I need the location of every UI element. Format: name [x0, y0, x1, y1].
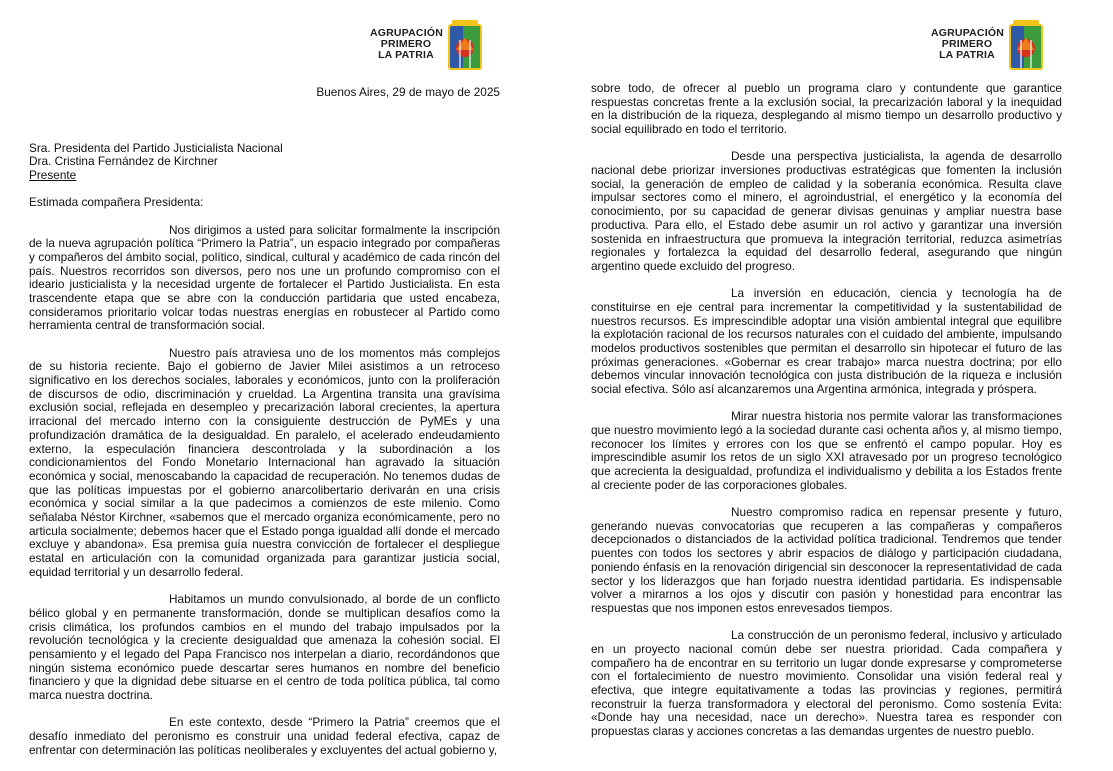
paragraph-4-continued: sobre todo, de ofrecer al pueblo un programa claro y contundente que garantice respuestas concretas frente a la exclusión social, la precarización laboral y la inequidad en la distribución de la riqueza, desplegando al mismo tiempo un desarrollo productivo y social equilibrado en todo el territorio. — [591, 81, 1062, 137]
logo-line-3: LA PATRIA — [939, 49, 995, 61]
paragraph-7: Mirar nuestra historia nos permite valorar las transformaciones que nuestro movimiento legó a la sociedad durante casi ochenta años y, al mismo tiempo, reconocer los límites y errores con los que se enfrentó el campo popular. Hoy es imprescindible asumir los retos de un siglo XXI atravesado por un progreso tecnológico que acrecienta la desigualdad, profundiza el individualismo y debilita a los Estados frente al creciente poder de las corporaciones globales. — [591, 409, 1062, 492]
letter-body-left — [29, 86, 500, 771]
party-logo — [931, 20, 1061, 74]
logo-line-2: PRIMERO — [941, 38, 993, 50]
logo-line-1: AGRUPACIÓN — [931, 27, 1004, 39]
recipient-presente: Presente — [29, 168, 77, 183]
logo-line-1: AGRUPACIÓN — [370, 27, 443, 39]
letter-page-1 — [0, 0, 556, 765]
shield-emblem-icon — [446, 20, 486, 74]
paragraph-1: Nos dirigimos a usted para solicitar formalmente la inscripción de la nueva agrupación política “Primero la Patria”, un espacio integrado por compañeras y compañeros del ámbito social, político, sindical, cultural y académico de cada rincón del país. Nuestros recorridos son diversos, pero nos une un profundo compromiso con el ideario justicialista y la necesidad urgente de fortalecer el Partido Justicialista. En esta trascendente etapa que se abre con la conducción partidaria que usted encabeza, consideramos prioritario volcar todas nuestras energías en robustecer al Partido como herramienta central de transformación social. — [29, 222, 500, 333]
paragraph-9: La construcción de un peronismo federal, inclusivo y articulado en un proyecto nacional común debe ser nuestra prioridad. Cada compañera y compañero ha de encontrar en su territorio un lugar donde expresarse y comprometerse con el fortalecimiento de nuestro movimiento. Consolidar una visión federal real y efectiva, que integre equitativamente a todas las provincias y regiones, permitirá reconstruir la fuerza transformadora y electoral del peronismo. Como sostenía Evita: «Donde hay una necesidad, nace un derecho». Nuestra tarea es responder con propuestas claras y acciones concretas a las demandas urgentes de nuestro pueblo. — [591, 628, 1062, 739]
paragraph-8: Nuestro compromiso radica en repensar presente y futuro, generando nuevas convocatorias que recuperen a las compañeras y compañeros decepcionados o distanciados de la actividad política tradicional. Tendremos que tender puentes con todos los sectores y abrir espacios de diálogo y participación ciudadana, poniendo énfasis en la renovación dirigencial sin desconocer la representatividad de cada sector y los liderazgos que han forjado nuestra identidad partidaria. Es indispensable volver a mirarnos a los ojos y discutir con pasión y honestidad para encontrar las respuestas que nos imponen estos enrevesados tiempos. — [591, 504, 1062, 615]
party-logo — [370, 20, 500, 74]
paragraph-3: Habitamos un mundo convulsionado, al borde de un conflicto bélico global y en permanente transformación, donde se multiplican desafíos como la crisis climática, los profundos cambios en el mundo del trabajo impulsados por la revolución tecnológica y la creciente desigualdad que amenaza la cohesión social. El pensamiento y el legado del Papa Francisco nos interpelan a diario, recordándonos que ningún sistema económico puede descartar seres humanos en nombre del beneficio financiero y que la dignidad debe situarse en el centro de toda política pública, tal como marca nuestra doctrina. — [29, 592, 500, 703]
shield-emblem-icon — [1007, 20, 1047, 74]
logo-wordmark — [370, 28, 442, 61]
logo-line-2: PRIMERO — [380, 38, 432, 50]
recipient-block — [29, 142, 500, 183]
paragraph-6: La inversión en educación, ciencia y tecnología ha de constituirse en eje central para incrementar la competitividad y la sustentabilidad de nuestros recursos. Es imprescindible adoptar una visión ambiental integral que equilibre la explotación racional de los recursos naturales con el cuidado del ambiente, impulsando modelos productivos sostenibles que permitan el desarrollo sin hipotecar el futuro de las próximas generaciones. «Gobernar es crear trabajo» marca nuestra doctrina; por ello debemos vincular innovación tecnológica con justa distribución de la riqueza e inclusión social efectiva. Sólo así alcanzaremos una Argentina armónica, integrada y próspera. — [591, 286, 1062, 397]
letter-date: Buenos Aires, 29 de mayo de 2025 — [316, 85, 500, 99]
recipient-name: Dra. Cristina Fernández de Kirchner — [29, 154, 218, 169]
letter-page-2 — [557, 0, 1113, 765]
recipient-title: Sra. Presidenta del Partido Justicialista Nacional — [29, 140, 283, 155]
logo-line-3: LA PATRIA — [378, 49, 434, 61]
paragraph-2: Nuestro país atraviesa uno de los momentos más complejos de su historia reciente. Bajo el gobierno de Javier Milei asistimos a un retroceso significativo en los derechos sociales, laborales y económicos, junto con la proliferación de discursos de odio, discriminación y crueldad. La Argentina transita una gravísima exclusión social, reflejada en desempleo y precarización laboral crecientes, la apertura irracional del mercado interno con la consiguiente destrucción de PyMEs y una profundización dramática de la desigualdad. En paralelo, el acelerado endeudamiento externo, la especulación financiera descontrolada y la subordinación a los condicionamientos del Fondo Monetario Internacional han agravado la situación económica y social, menoscabando la capacidad de recuperación. No tenemos dudas de que las políticas impuestas por el gobierno anarcolibertario derivarán en una crisis económica y social similar a la que padecimos a comienzos de este milenio. Como señalaba Néstor Kirchner, «sabemos que el mercado organiza económicamente, pero no articula socialmente; debemos hacer que el Estado ponga igualdad allí donde el mercado excluye y abandona». Esa premisa guía nuestra convicción de fortalecer el despliegue estatal en articulación con la comunidad organizada para garantizar justicia social, equidad territorial y un desarrollo federal. — [29, 345, 500, 579]
greeting: Estimada compañera Presidenta: — [29, 194, 204, 209]
paragraph-4: En este contexto, desde “Primero la Patria” creemos que el desafío inmediato del peronismo es construir una unidad federal efectiva, capaz de enfrentar con determinación las políticas neoliberales y excluyentes del actual gobierno y, — [29, 715, 500, 757]
logo-wordmark — [931, 28, 1003, 61]
letter-body-right — [591, 82, 1062, 752]
paragraph-5: Desde una perspectiva justicialista, la agenda de desarrollo nacional debe priorizar inversiones productivas estratégicas que fomenten la inclusión social, la generación de empleo de calidad y la soberanía económica. Resulta clave impulsar sectores como el minero, el agroindustrial, el energético y la economía del conocimiento, por su capacidad de generar divisas genuinas y ampliar nuestra base productiva. Para ello, el Estado debe asumir un rol activo y garantizar una inversión sostenida en infraestructura que promueva la integración territorial, reduzca asimetrías regionales y fortalezca la equidad del desarrollo federal, asegurando que ningún argentino quede excluido del progreso. — [591, 149, 1062, 273]
